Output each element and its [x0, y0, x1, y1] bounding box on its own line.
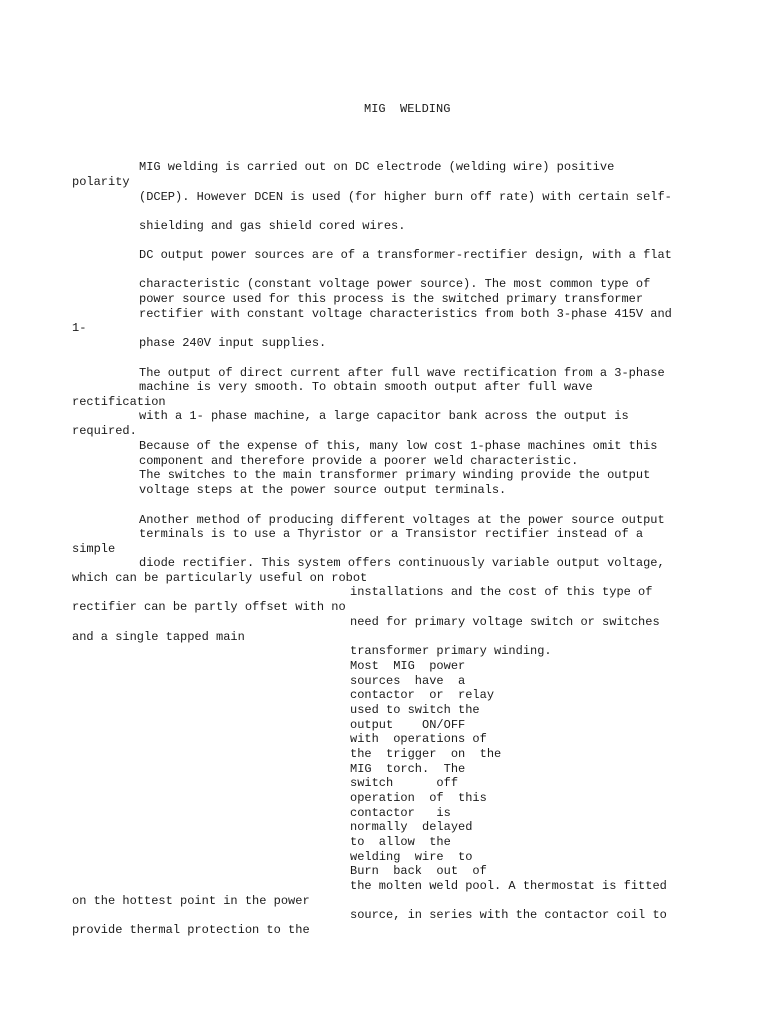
text-line: DC output power sources are of a transformer-rectifier design, with a flat [139, 248, 672, 262]
text-line: characteristic (constant voltage power source). The most common type of [139, 277, 651, 291]
text-line: polarity [72, 175, 130, 189]
text-line: rectification [72, 395, 166, 409]
text-line: contactor or relay [350, 688, 495, 702]
text-line: output ON/OFF [350, 718, 466, 732]
text-line: provide thermal protection to the [72, 923, 310, 937]
text-line: power source used for this process is the switched primary transformer [139, 292, 644, 306]
text-line: the trigger on the [350, 747, 502, 761]
text-line: installations and the cost of this type of [350, 585, 653, 599]
text-line: with operations of [350, 732, 487, 746]
text-line: with a 1- phase machine, a large capacitor bank across the output is [139, 409, 629, 423]
text-line: Most MIG power [350, 659, 466, 673]
text-line: rectifier with constant voltage characteristics from both 3-phase 415V and [139, 307, 672, 321]
text-line: transformer primary winding. [350, 644, 552, 658]
text-line: operation of this [350, 791, 487, 805]
text-line: on the hottest point in the power [72, 894, 310, 908]
text-line: which can be particularly useful on robot [72, 571, 368, 585]
text-line: MIG welding is carried out on DC electrode (welding wire) positive [139, 160, 615, 174]
text-line: Burn back out of [350, 864, 487, 878]
text-line: the molten weld pool. A thermostat is fitted [350, 879, 667, 893]
text-line: and a single tapped main [72, 630, 245, 644]
text-line: Because of the expense of this, many low cost 1-phase machines omit this [139, 439, 658, 453]
text-line: shielding and gas shield cored wires. [139, 219, 406, 233]
text-line: switch off [350, 776, 459, 790]
text-line: simple [72, 542, 116, 556]
document-title: MIG WELDING [364, 102, 451, 116]
text-line: component and therefore provide a poorer weld characteristic. [139, 454, 579, 468]
text-line: The switches to the main transformer primary winding provide the output [139, 468, 651, 482]
text-line: sources have a [350, 674, 466, 688]
text-line: welding wire to [350, 850, 473, 864]
text-line: required. [72, 424, 137, 438]
text-line: Another method of producing different voltages at the power source output [139, 513, 665, 527]
text-line: rectifier can be partly offset with no [72, 600, 346, 614]
text-line: machine is very smooth. To obtain smooth output after full wave [139, 380, 593, 394]
text-line: need for primary voltage switch or switches [350, 615, 660, 629]
text-line: used to switch the [350, 703, 480, 717]
text-line: (DCEP). However DCEN is used (for higher burn off rate) with certain self- [139, 190, 672, 204]
text-line: 1- [72, 321, 87, 335]
text-line: voltage steps at the power source output terminals. [139, 483, 507, 497]
text-line: The output of direct current after full wave rectification from a 3-phase [139, 366, 665, 380]
text-line: diode rectifier. This system offers continuously variable output voltage, [139, 556, 665, 570]
text-line: normally delayed [350, 820, 473, 834]
text-line: phase 240V input supplies. [139, 336, 327, 350]
text-line: terminals is to use a Thyristor or a Transistor rectifier instead of a [139, 527, 644, 541]
text-line: contactor is [350, 806, 451, 820]
text-line: MIG torch. The [350, 762, 466, 776]
text-line: source, in series with the contactor coil to [350, 908, 667, 922]
text-line: to allow the [350, 835, 451, 849]
